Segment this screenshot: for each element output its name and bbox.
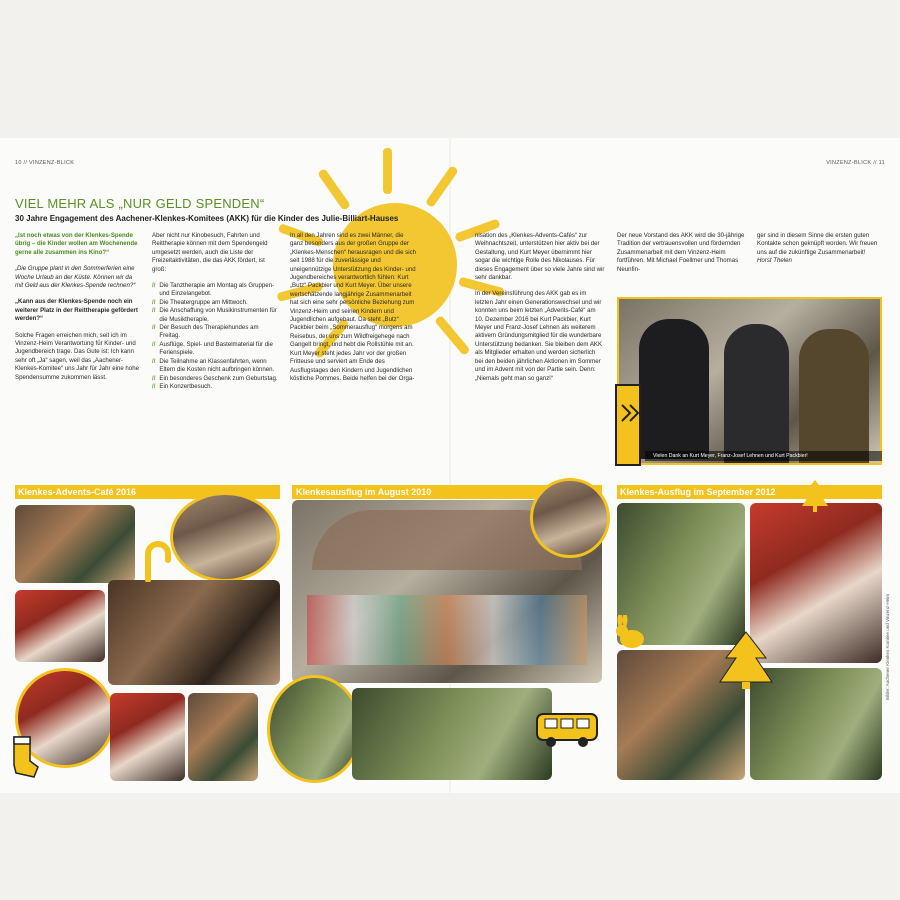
paragraph-3: nisation des „Klenkes-Advents-Cafés“ zur Weihnachtszeit, unterstützen hier aktiv bei der Gestaltung, und Kurt Meyer übernimmt hier sogar die wichtige Rolle des Nikolauses. Für dieses Engagement über so viele Jahre sind wir sehr dankbar. (475, 232, 605, 282)
question-1: „Ist noch etwas von der Klenkes-Spende übrig – die Kinder wollen am Wochenende gerne alle zusammen ins Kino?“ (15, 232, 138, 256)
picnic-photo-2010 (352, 688, 552, 780)
section-title-august-2010: Klenkesausflug im August 2010 (296, 487, 432, 497)
text-column-6 (757, 232, 885, 274)
foam-hand-icon (610, 375, 646, 467)
list-marker: // (152, 382, 156, 390)
list-item: // Die Teilnahme an Klassenfahrten, wenn Eltern die Kosten nicht aufbringen können. (152, 357, 275, 374)
question-2: „Kann aus der Klenkes-Spende noch ein weiterer Platz in der Reittherapie gefördert werden?“ (15, 298, 138, 323)
rabbit-icon (612, 615, 648, 651)
author-name: Horst Thelen (757, 257, 792, 265)
list-marker: // (152, 357, 156, 365)
cafe-photo-6 (110, 693, 185, 781)
paragraph-4: In der Vereinsführung des AKK gab es im letzten Jahr einen Generationswechsel und wir konnten uns beim letzten „Advents-Café“ am 10. Dezember 2016 bei Kurt Packbier, Kurt Meyer und Franz-Josef Lehnen als weiterem aktivem Gründungsmitglied für die wunderbare Unterstützung bedanken. Sie bleiben dem AKK als Mitglieder erhalten und werden sicherlich bei den beiden jährlichen Aktionen im Sommer und im Advent mit von der Partie sein. Denn: „Niemals geht man so ganz!“ (475, 290, 603, 382)
paragraph-6: ger sind in diesem Sinne die ersten guten Kontakte schon geknüpft worden. Wir freuen uns auf die zukünftige Zusammenarbeit! Horst Thelen (757, 232, 878, 265)
photo-caption: Vielen Dank an Kurt Meyer, Franz-Josef Lehnen und Kurt Packbier! (645, 451, 882, 461)
paragraph-5: Der neue Vorstand des AKK wird die 30-jährige Tradition der vertrauensvollen und fördernden Zusammenarbeit mit dem Vinzenz-Heim fortführen. Mit Michael Foellmer und Thomas Neunfin- (617, 232, 745, 273)
list-intro: Aber nicht nur Kinobesuch, Fahrten und Reittherapie können mit dem Spendengeld umgesetzt werden, auch die Liste der Freizeitaktivitäten, die das AKK fördert, ist groß: (152, 232, 268, 273)
list-marker: // (152, 340, 156, 348)
page-header-left: 10 // VINZENZ-BLICK (15, 160, 75, 166)
christmas-stocking-icon (8, 735, 42, 779)
list-item: // Die Anschaffung von Musikinstrumenten für die Musiktherapie. (152, 307, 277, 323)
text-column-2 (152, 232, 278, 391)
list-marker: // (152, 282, 156, 290)
boy-circle-2010 (267, 675, 362, 783)
quote-1: „Die Gruppe plant in den Sommerferien eine Woche Urlaub an der Küste. Können wir da mit Geld aus der Klenkes-Spende rechnen?“ (15, 265, 136, 290)
tree-icon (800, 478, 830, 514)
article-subheadline: 30 Jahre Engagement des Aachener-Klenkes-Komitees (AKK) für die Kinder des Julie-Billiart-Hauses (15, 214, 399, 223)
list-item: // Ausflüge, Spiel- und Bastelmaterial für die Ferienspiele. (152, 340, 273, 357)
list-marker: // (152, 298, 156, 306)
bus-icon (535, 710, 601, 750)
thank-you-photo (617, 297, 882, 465)
photo-credit: Bilder: Aachener Klenkes Komitee und Vinzenz-Heim (885, 594, 890, 700)
paragraph-2: In all den Jahren sind es zwei Männer, die ganz besonders aus der großen Gruppe der „Klenkes-Menschen“ herausragen und die sich seit 1988 für die zuverlässige und uneigennützige Unterstützung des Kinder- und Jugendbereiches verantwortlich fühlen: Kurt „Butz“ Packbier und Kurt Meyer. Über unsere wertschätzende langjährige Zusammenarbeit hat sich eine sehr persönliche Beziehung zum Vinzenz-Heim und seinen Kindern und Jugendlichen aufgebaut. Da steht „Butz“ Packbier beim „Sommerausflug“ morgens am Reisebus, der uns zum Wildfreigehege nach Gangelt bringt, und hebt die Rollstühle mit an. Kurt Meyer steht jedes Jahr vor der großen Fritteuse und serviert am Ende des Ausflugstages den Kindern und Jugendlichen köstliche Pommes. Beide helfen bei der Orga- (290, 232, 417, 382)
tree-icon (718, 630, 774, 690)
cafe-photo-2 (170, 492, 280, 582)
portrait-circle-2010 (530, 478, 610, 558)
text-column-4 (475, 232, 605, 391)
page-header-right: VINZENZ-BLICK // 11 (826, 160, 885, 166)
paragraph-1: Solche Fragen erreichen mich, seit ich im Vinzenz-Heim Verantwortung für Kinder- und Jugendbereich trage. Das Gute ist: Ich kann sehr oft „Ja“ sagen, weil das „Aachener-Klenkes-Komitee“ uns Jahr für Jahr eine hohe Spendensumme zukommen lässt. (15, 331, 139, 381)
cafe-photo-1 (15, 505, 135, 583)
cafe-photo-4 (108, 580, 280, 685)
text-column-3 (290, 232, 418, 391)
list-marker: // (152, 324, 156, 332)
list-item: // Die Theatergruppe am Mittwoch. (152, 298, 248, 306)
section-title-advents-cafe: Klenkes-Advents-Café 2016 (18, 487, 137, 497)
section-title-september-2012: Klenkes-Ausflug im September 2012 (620, 487, 776, 497)
list-item: // Die Tanztherapie am Montag als Gruppen- und Einzelangebot. (152, 282, 275, 298)
list-item: // Ein besonderes Geschenk zum Geburtstag. (152, 374, 278, 382)
text-column-1 (15, 232, 141, 390)
candy-cane-icon (140, 540, 172, 582)
list-marker: // (152, 307, 156, 315)
cafe-photo-7 (188, 693, 258, 781)
list-item: // Ein Konzertbesuch. (152, 382, 213, 390)
cafe-photo-3 (15, 590, 105, 662)
text-column-5 (617, 232, 745, 282)
list-item: // Der Besuch des Therapiehundes am Freitag. (152, 324, 259, 340)
article-headline: VIEL MEHR ALS „NUR GELD SPENDEN“ (15, 196, 265, 211)
list-marker: // (152, 374, 156, 382)
